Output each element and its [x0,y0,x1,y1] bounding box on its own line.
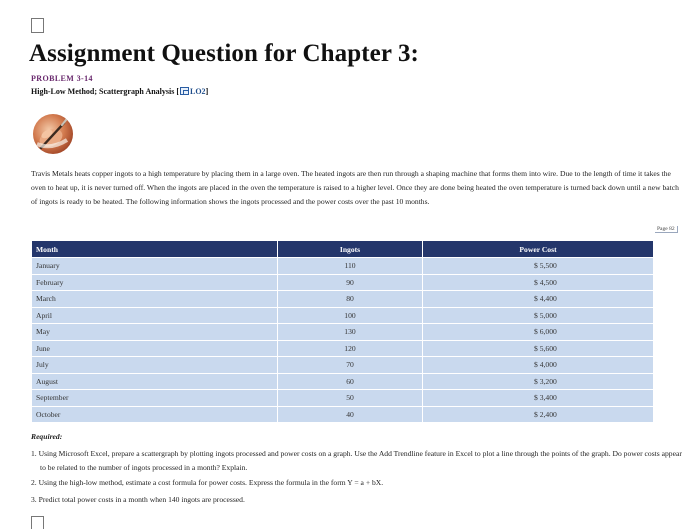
required-heading: Required: [31,432,63,441]
ingots-cell: 90 [278,274,423,291]
ingots-cell: 60 [278,373,423,390]
table-row [32,340,654,357]
month-cell: August [32,373,278,390]
power-cost-cell: $ 4,500 [423,274,654,291]
month-cell: October [32,406,278,423]
external-link-icon [180,87,189,95]
power-cost-cell: $ 5,600 [423,340,654,357]
ingots-cell: 80 [278,291,423,308]
month-cell: July [32,357,278,374]
intro-paragraph: Travis Metals heats copper ingots to a high temperature by placing them in a large oven. The heated ingots are then run through a shaping machine that forms them into wire. Due to the length of time it takes the oven to heat up, it is never turned off. When the ingots are placed in the oven the temperature is raised to a higher level. Once they are done being heated the oven temperature is turned back down until a new batch of ingots is ready to be heated. The following information shows the ingots processed and the power costs over the past 10 months. [31,169,679,207]
writing-hand-image [33,114,73,154]
ingots-cell: 70 [278,357,423,374]
month-cell: May [32,324,278,341]
power-cost-cell: $ 6,000 [423,324,654,341]
month-cell: January [32,258,278,275]
table-row [32,274,654,291]
power-cost-cell: $ 3,400 [423,390,654,407]
header-ingots: Ingots [278,241,423,258]
problem-label: PROBLEM 3-14 [31,74,93,83]
table-row [32,373,654,390]
ingots-cell: 50 [278,390,423,407]
table-row [32,324,654,341]
power-cost-cell: $ 5,000 [423,307,654,324]
month-cell: April [32,307,278,324]
page-title: Assignment Question for Chapter 3: [29,40,419,67]
ingots-cell: 110 [278,258,423,275]
header-power-cost: Power Cost [423,241,654,258]
page-reference: Page 82 [655,226,678,233]
power-cost-cell: $ 3,200 [423,373,654,390]
month-cell: February [32,274,278,291]
ingots-cell: 40 [278,406,423,423]
month-cell: September [32,390,278,407]
power-cost-cell: $ 5,500 [423,258,654,275]
table-row [32,357,654,374]
power-cost-cell: $ 2,400 [423,406,654,423]
required-item-1: 1. Using Microsoft Excel, prepare a scattergraph by plotting ingots processed and power costs on a graph. Use the Add Trendline feature in Excel to plot a line through the points of the graph. Do power costs appear to be related to the number of ingots processed in a month? Explain. [31,449,682,473]
subtitle-end: ] [205,87,209,96]
lo-link[interactable] [179,87,206,96]
problem-subtitle [31,87,208,96]
table-header-row [32,241,654,258]
top-checkbox[interactable] [31,18,44,33]
power-cost-cell: $ 4,400 [423,291,654,308]
table-row [32,258,654,275]
table-row [32,390,654,407]
table-row [32,307,654,324]
ingots-power-table [31,240,654,423]
month-cell: March [32,291,278,308]
month-cell: June [32,340,278,357]
table-row [32,291,654,308]
lo-link-label: LO2 [190,87,206,96]
power-cost-cell: $ 4,000 [423,357,654,374]
ingots-cell: 120 [278,340,423,357]
ingots-cell: 130 [278,324,423,341]
table-row [32,406,654,423]
required-item-2: 2. Using the high-low method, estimate a cost formula for power costs. Express the formula in the form Y = a + bX. [31,478,384,487]
ingots-cell: 100 [278,307,423,324]
bottom-checkbox[interactable] [31,516,44,529]
subtitle-text: High-Low Method; Scattergraph Analysis [ [31,87,179,96]
header-month: Month [32,241,278,258]
required-item-3: 3. Predict total power costs in a month when 140 ingots are processed. [31,495,245,504]
